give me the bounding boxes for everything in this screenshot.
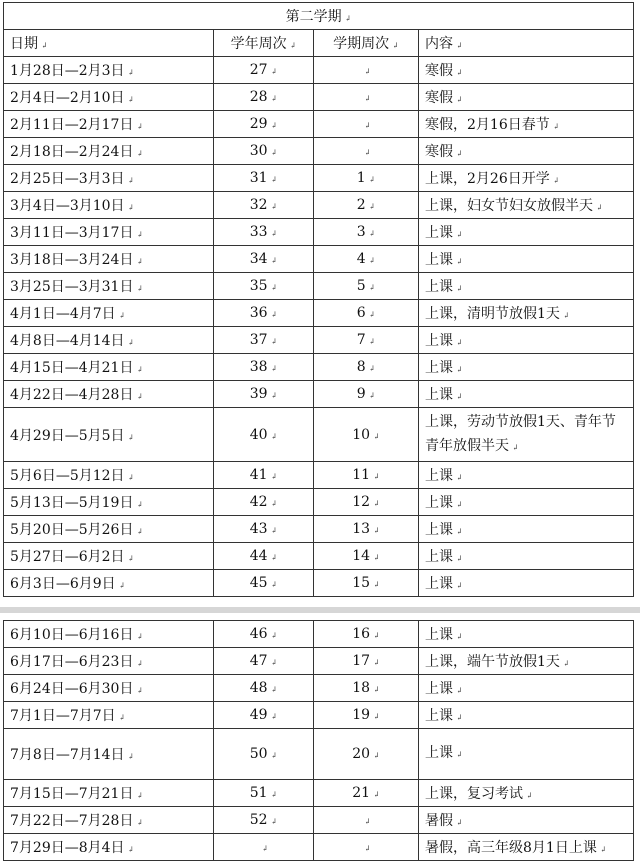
year-week-cell <box>214 381 314 408</box>
year-week-cell-text: 33 ↲ <box>250 224 278 240</box>
year-week-cell <box>214 84 314 111</box>
year-week-cell-text: 37 ↲ <box>250 332 278 348</box>
content-cell-text: 上课 ↲ <box>425 225 463 241</box>
year-week-cell <box>214 219 314 246</box>
content-cell-text: 寒假 ↲ <box>425 63 463 79</box>
date-cell-text: 6月24日—6月30日 ↲ <box>10 681 143 697</box>
table-row <box>4 462 634 489</box>
year-week-cell-text: 52 ↲ <box>250 812 278 828</box>
date-cell <box>4 354 214 381</box>
term-week-cell-text: 4 ↲ <box>357 251 376 267</box>
term-week-cell-text: 7 ↲ <box>357 332 376 348</box>
year-week-cell <box>214 192 314 219</box>
date-cell <box>4 408 214 462</box>
term-week-cell-text <box>361 812 371 828</box>
date-cell-text: 3月4日—3月10日 ↲ <box>10 198 134 214</box>
term-week-cell <box>314 57 419 84</box>
table-row <box>4 648 634 675</box>
content-cell <box>419 165 634 192</box>
year-week-cell <box>214 489 314 516</box>
date-cell-text: 7月1日—7月7日 ↲ <box>10 708 125 724</box>
date-cell <box>4 84 214 111</box>
date-cell-text: 4月22日—4月28日 ↲ <box>10 387 143 403</box>
date-cell-text: 2月18日—2月24日 ↲ <box>10 144 143 160</box>
year-week-cell-text: 43 ↲ <box>250 521 278 537</box>
term-week-cell-text: 21 ↲ <box>352 785 380 801</box>
year-week-cell <box>214 570 314 597</box>
content-cell <box>419 648 634 675</box>
year-week-cell-text: 30 ↲ <box>250 143 278 159</box>
date-cell <box>4 570 214 597</box>
content-cell <box>419 300 634 327</box>
term-week-cell <box>314 807 419 834</box>
term-week-cell-text: 5 ↲ <box>357 278 376 294</box>
content-cell <box>419 516 634 543</box>
term-week-cell <box>314 192 419 219</box>
content-cell-text: 暑假 ↲ <box>425 813 463 829</box>
year-week-cell <box>214 57 314 84</box>
table-row <box>4 570 634 597</box>
content-cell-text: 上课 ↲ <box>425 252 463 268</box>
term-week-cell <box>314 273 419 300</box>
content-cell <box>419 381 634 408</box>
date-cell-text: 7月8日—7月14日 ↲ <box>10 747 134 763</box>
date-cell <box>4 300 214 327</box>
schedule-table-part-1 <box>3 2 634 597</box>
content-cell-text: 上课 ↲ <box>425 549 463 565</box>
term-week-cell <box>314 354 419 381</box>
year-week-cell-text: 39 ↲ <box>250 386 278 402</box>
schedule-table-part-2 <box>3 620 634 861</box>
term-week-cell-text <box>361 143 371 159</box>
year-week-cell <box>214 138 314 165</box>
date-cell-text: 5月20日—5月26日 ↲ <box>10 522 143 538</box>
content-cell <box>419 570 634 597</box>
year-week-cell <box>214 834 314 861</box>
term-week-cell <box>314 84 419 111</box>
content-cell-text: 上课，复习考试 ↲ <box>425 786 533 802</box>
content-cell-text: 上课 ↲ <box>425 279 463 295</box>
date-cell <box>4 543 214 570</box>
term-week-cell-text: 12 ↲ <box>352 494 380 510</box>
date-cell-text: 6月3日—6月9日 ↲ <box>10 576 125 592</box>
content-cell <box>419 354 634 381</box>
date-cell-text: 4月29日—5月5日 ↲ <box>10 428 134 444</box>
year-week-cell-text: 44 ↲ <box>250 548 278 564</box>
year-week-cell-text: 38 ↲ <box>250 359 278 375</box>
year-week-cell <box>214 516 314 543</box>
term-week-cell-text: 20 ↲ <box>352 746 380 762</box>
year-week-cell-text <box>259 839 269 855</box>
date-cell <box>4 327 214 354</box>
year-week-cell <box>214 675 314 702</box>
year-week-cell-text: 28 ↲ <box>250 89 278 105</box>
term-week-cell <box>314 543 419 570</box>
term-week-cell <box>314 111 419 138</box>
header-term-week: 学期周次 ↲ <box>314 30 419 57</box>
year-week-cell-text: 46 ↲ <box>250 626 278 642</box>
date-cell-text: 1月28日—2月3日 ↲ <box>10 63 134 79</box>
content-cell-text: 上课 ↲ <box>425 387 463 403</box>
year-week-cell <box>214 408 314 462</box>
year-week-cell-text: 36 ↲ <box>250 305 278 321</box>
content-cell <box>419 807 634 834</box>
term-week-cell <box>314 516 419 543</box>
term-week-cell <box>314 780 419 807</box>
table-row <box>4 834 634 861</box>
term-week-cell <box>314 246 419 273</box>
header-year-week: 学年周次 ↲ <box>214 30 314 57</box>
date-cell <box>4 621 214 648</box>
year-week-cell <box>214 543 314 570</box>
table-row <box>4 621 634 648</box>
content-cell <box>419 192 634 219</box>
date-cell-text: 7月15日—7月21日 ↲ <box>10 786 143 802</box>
table-row <box>4 246 634 273</box>
term-week-cell-text <box>361 62 371 78</box>
term-week-cell-text: 19 ↲ <box>352 707 380 723</box>
date-cell <box>4 246 214 273</box>
header-row <box>4 30 634 57</box>
content-cell <box>419 543 634 570</box>
date-cell <box>4 807 214 834</box>
term-week-cell <box>314 570 419 597</box>
term-week-cell <box>314 675 419 702</box>
content-cell <box>419 111 634 138</box>
table-row <box>4 354 634 381</box>
year-week-cell-text: 29 ↲ <box>250 116 278 132</box>
table-row <box>4 300 634 327</box>
content-cell-text: 上课，端午节放假1天 ↲ <box>425 654 570 670</box>
date-cell <box>4 462 214 489</box>
content-cell <box>419 462 634 489</box>
content-cell <box>419 246 634 273</box>
term-week-cell <box>314 300 419 327</box>
table-row <box>4 729 634 780</box>
table-row <box>4 192 634 219</box>
date-cell-text: 2月11日—2月17日 ↲ <box>10 117 143 133</box>
term-week-cell-text: 10 ↲ <box>352 427 380 443</box>
date-cell <box>4 273 214 300</box>
term-week-cell <box>314 462 419 489</box>
date-cell-text: 3月18日—3月24日 ↲ <box>10 252 143 268</box>
term-week-cell-text: 18 ↲ <box>352 680 380 696</box>
term-week-cell-text <box>361 116 371 132</box>
content-cell-text: 上课 ↲ <box>425 681 463 697</box>
year-week-cell-text: 27 ↲ <box>250 62 278 78</box>
table-row <box>4 219 634 246</box>
term-week-cell-text: 8 ↲ <box>357 359 376 375</box>
content-cell-text: 上课 ↲ <box>425 522 463 538</box>
year-week-cell <box>214 702 314 729</box>
date-cell <box>4 834 214 861</box>
year-week-cell <box>214 300 314 327</box>
content-cell-text: 上课 ↲ <box>425 495 463 511</box>
table-row <box>4 702 634 729</box>
content-cell <box>419 621 634 648</box>
year-week-cell-text: 32 ↲ <box>250 197 278 213</box>
date-cell-text: 3月25日—3月31日 ↲ <box>10 279 143 295</box>
term-week-cell-text: 16 ↲ <box>352 626 380 642</box>
term-week-cell-text <box>361 839 371 855</box>
term-week-cell <box>314 648 419 675</box>
term-week-cell-text: 3 ↲ <box>357 224 376 240</box>
table-row <box>4 489 634 516</box>
table-row <box>4 165 634 192</box>
content-cell-text: 上课 ↲ <box>425 333 463 349</box>
date-cell <box>4 57 214 84</box>
term-week-cell <box>314 165 419 192</box>
term-week-cell <box>314 729 419 780</box>
year-week-cell <box>214 462 314 489</box>
year-week-cell-text: 48 ↲ <box>250 680 278 696</box>
term-week-cell-text: 15 ↲ <box>352 575 380 591</box>
year-week-cell-text: 50 ↲ <box>250 746 278 762</box>
term-week-cell <box>314 408 419 462</box>
term-week-cell <box>314 381 419 408</box>
date-cell-text: 4月15日—4月21日 ↲ <box>10 360 143 376</box>
content-cell <box>419 327 634 354</box>
table-row <box>4 327 634 354</box>
date-cell-text: 5月13日—5月19日 ↲ <box>10 495 143 511</box>
content-cell <box>419 834 634 861</box>
year-week-cell <box>214 246 314 273</box>
content-cell <box>419 408 634 462</box>
table-row <box>4 675 634 702</box>
date-cell-text: 6月10日—6月16日 ↲ <box>10 627 143 643</box>
table-row <box>4 111 634 138</box>
year-week-cell <box>214 165 314 192</box>
year-week-cell <box>214 273 314 300</box>
table-row <box>4 138 634 165</box>
date-cell-text: 2月25日—3月3日 ↲ <box>10 171 134 187</box>
term-week-cell <box>314 327 419 354</box>
content-cell <box>419 57 634 84</box>
content-cell <box>419 273 634 300</box>
content-cell-text: 寒假 ↲ <box>425 144 463 160</box>
date-cell <box>4 516 214 543</box>
content-cell-text: 上课 ↲ <box>425 360 463 376</box>
date-cell-text: 5月6日—5月12日 ↲ <box>10 468 134 484</box>
term-week-cell-text: 9 ↲ <box>357 386 376 402</box>
date-cell-text: 5月27日—6月2日 ↲ <box>10 549 134 565</box>
term-week-cell <box>314 138 419 165</box>
year-week-cell-text: 31 ↲ <box>250 170 278 186</box>
content-cell <box>419 84 634 111</box>
date-cell-text: 6月17日—6月23日 ↲ <box>10 654 143 670</box>
year-week-cell-text: 35 ↲ <box>250 278 278 294</box>
date-cell-text: 7月29日—8月4日 ↲ <box>10 840 134 856</box>
content-cell-text: 寒假，2月16日春节 ↲ <box>425 117 559 133</box>
year-week-cell-text: 42 ↲ <box>250 494 278 510</box>
date-cell-text: 4月1日—4月7日 ↲ <box>10 306 125 322</box>
term-week-cell-text <box>361 89 371 105</box>
content-cell-text: 上课 ↲ <box>425 745 463 761</box>
year-week-cell <box>214 327 314 354</box>
table-row <box>4 516 634 543</box>
table-row <box>4 408 634 462</box>
term-week-cell <box>314 489 419 516</box>
content-cell-text: 上课 ↲ <box>425 627 463 643</box>
term-week-cell-text: 13 ↲ <box>352 521 380 537</box>
content-cell <box>419 219 634 246</box>
year-week-cell <box>214 729 314 780</box>
content-cell <box>419 489 634 516</box>
term-week-cell <box>314 702 419 729</box>
content-cell <box>419 138 634 165</box>
term-week-cell-text: 1 ↲ <box>357 170 376 186</box>
year-week-cell-text: 40 ↲ <box>250 427 278 443</box>
year-week-cell <box>214 111 314 138</box>
year-week-cell-text: 41 ↲ <box>250 467 278 483</box>
content-cell-text: 上课 ↲ <box>425 576 463 592</box>
date-cell <box>4 381 214 408</box>
term-week-cell <box>314 621 419 648</box>
content-cell-text: 上课 ↲ <box>425 708 463 724</box>
date-cell-text: 2月4日—2月10日 ↲ <box>10 90 134 106</box>
content-cell <box>419 702 634 729</box>
year-week-cell-text: 34 ↲ <box>250 251 278 267</box>
date-cell <box>4 192 214 219</box>
table-row <box>4 381 634 408</box>
year-week-cell <box>214 648 314 675</box>
year-week-cell <box>214 354 314 381</box>
date-cell <box>4 165 214 192</box>
table-row <box>4 807 634 834</box>
table-row <box>4 273 634 300</box>
header-date: 日期 ↲ <box>4 30 214 57</box>
header-content: 内容 ↲ <box>419 30 634 57</box>
table-row <box>4 84 634 111</box>
year-week-cell <box>214 621 314 648</box>
content-cell <box>419 729 634 780</box>
term-week-cell <box>314 834 419 861</box>
date-cell <box>4 675 214 702</box>
date-cell <box>4 702 214 729</box>
content-cell-text: 上课，2月26日开学 ↲ <box>425 171 559 187</box>
year-week-cell-text: 49 ↲ <box>250 707 278 723</box>
year-week-cell-text: 47 ↲ <box>250 653 278 669</box>
term-week-cell-text: 11 ↲ <box>352 467 380 483</box>
date-cell <box>4 648 214 675</box>
term-week-cell-text: 2 ↲ <box>357 197 376 213</box>
date-cell <box>4 780 214 807</box>
date-cell <box>4 489 214 516</box>
content-cell-text: 暑假，高三年级8月1日上课 ↲ <box>425 840 607 856</box>
term-week-cell <box>314 219 419 246</box>
date-cell <box>4 729 214 780</box>
content-cell-text: 上课，清明节放假1天 ↲ <box>425 306 570 322</box>
term-week-cell-text: 14 ↲ <box>352 548 380 564</box>
term-week-cell-text: 17 ↲ <box>352 653 380 669</box>
date-cell <box>4 111 214 138</box>
content-cell-text: 上课，妇女节妇女放假半天 ↲ <box>425 198 603 214</box>
date-cell-text: 4月8日—4月14日 ↲ <box>10 333 134 349</box>
year-week-cell <box>214 807 314 834</box>
content-cell <box>419 780 634 807</box>
date-cell-text: 3月11日—3月17日 ↲ <box>10 225 143 241</box>
date-cell-text: 7月22日—7月28日 ↲ <box>10 813 143 829</box>
term-week-cell-text: 6 ↲ <box>357 305 376 321</box>
date-cell <box>4 138 214 165</box>
table-row <box>4 543 634 570</box>
year-week-cell <box>214 780 314 807</box>
semester-title: 第二学期 ↲ <box>4 3 634 30</box>
content-cell-text: 上课 ↲ <box>425 468 463 484</box>
content-cell-text: 上课，劳动节放假1天、青年节青年放假半天 ↲ <box>425 414 616 454</box>
year-week-cell-text: 45 ↲ <box>250 575 278 591</box>
content-cell-text: 寒假 ↲ <box>425 90 463 106</box>
date-cell <box>4 219 214 246</box>
title-row <box>4 3 634 30</box>
page-separator <box>0 607 640 613</box>
content-cell <box>419 675 634 702</box>
table-row <box>4 57 634 84</box>
year-week-cell-text: 51 ↲ <box>250 785 278 801</box>
table-row <box>4 780 634 807</box>
